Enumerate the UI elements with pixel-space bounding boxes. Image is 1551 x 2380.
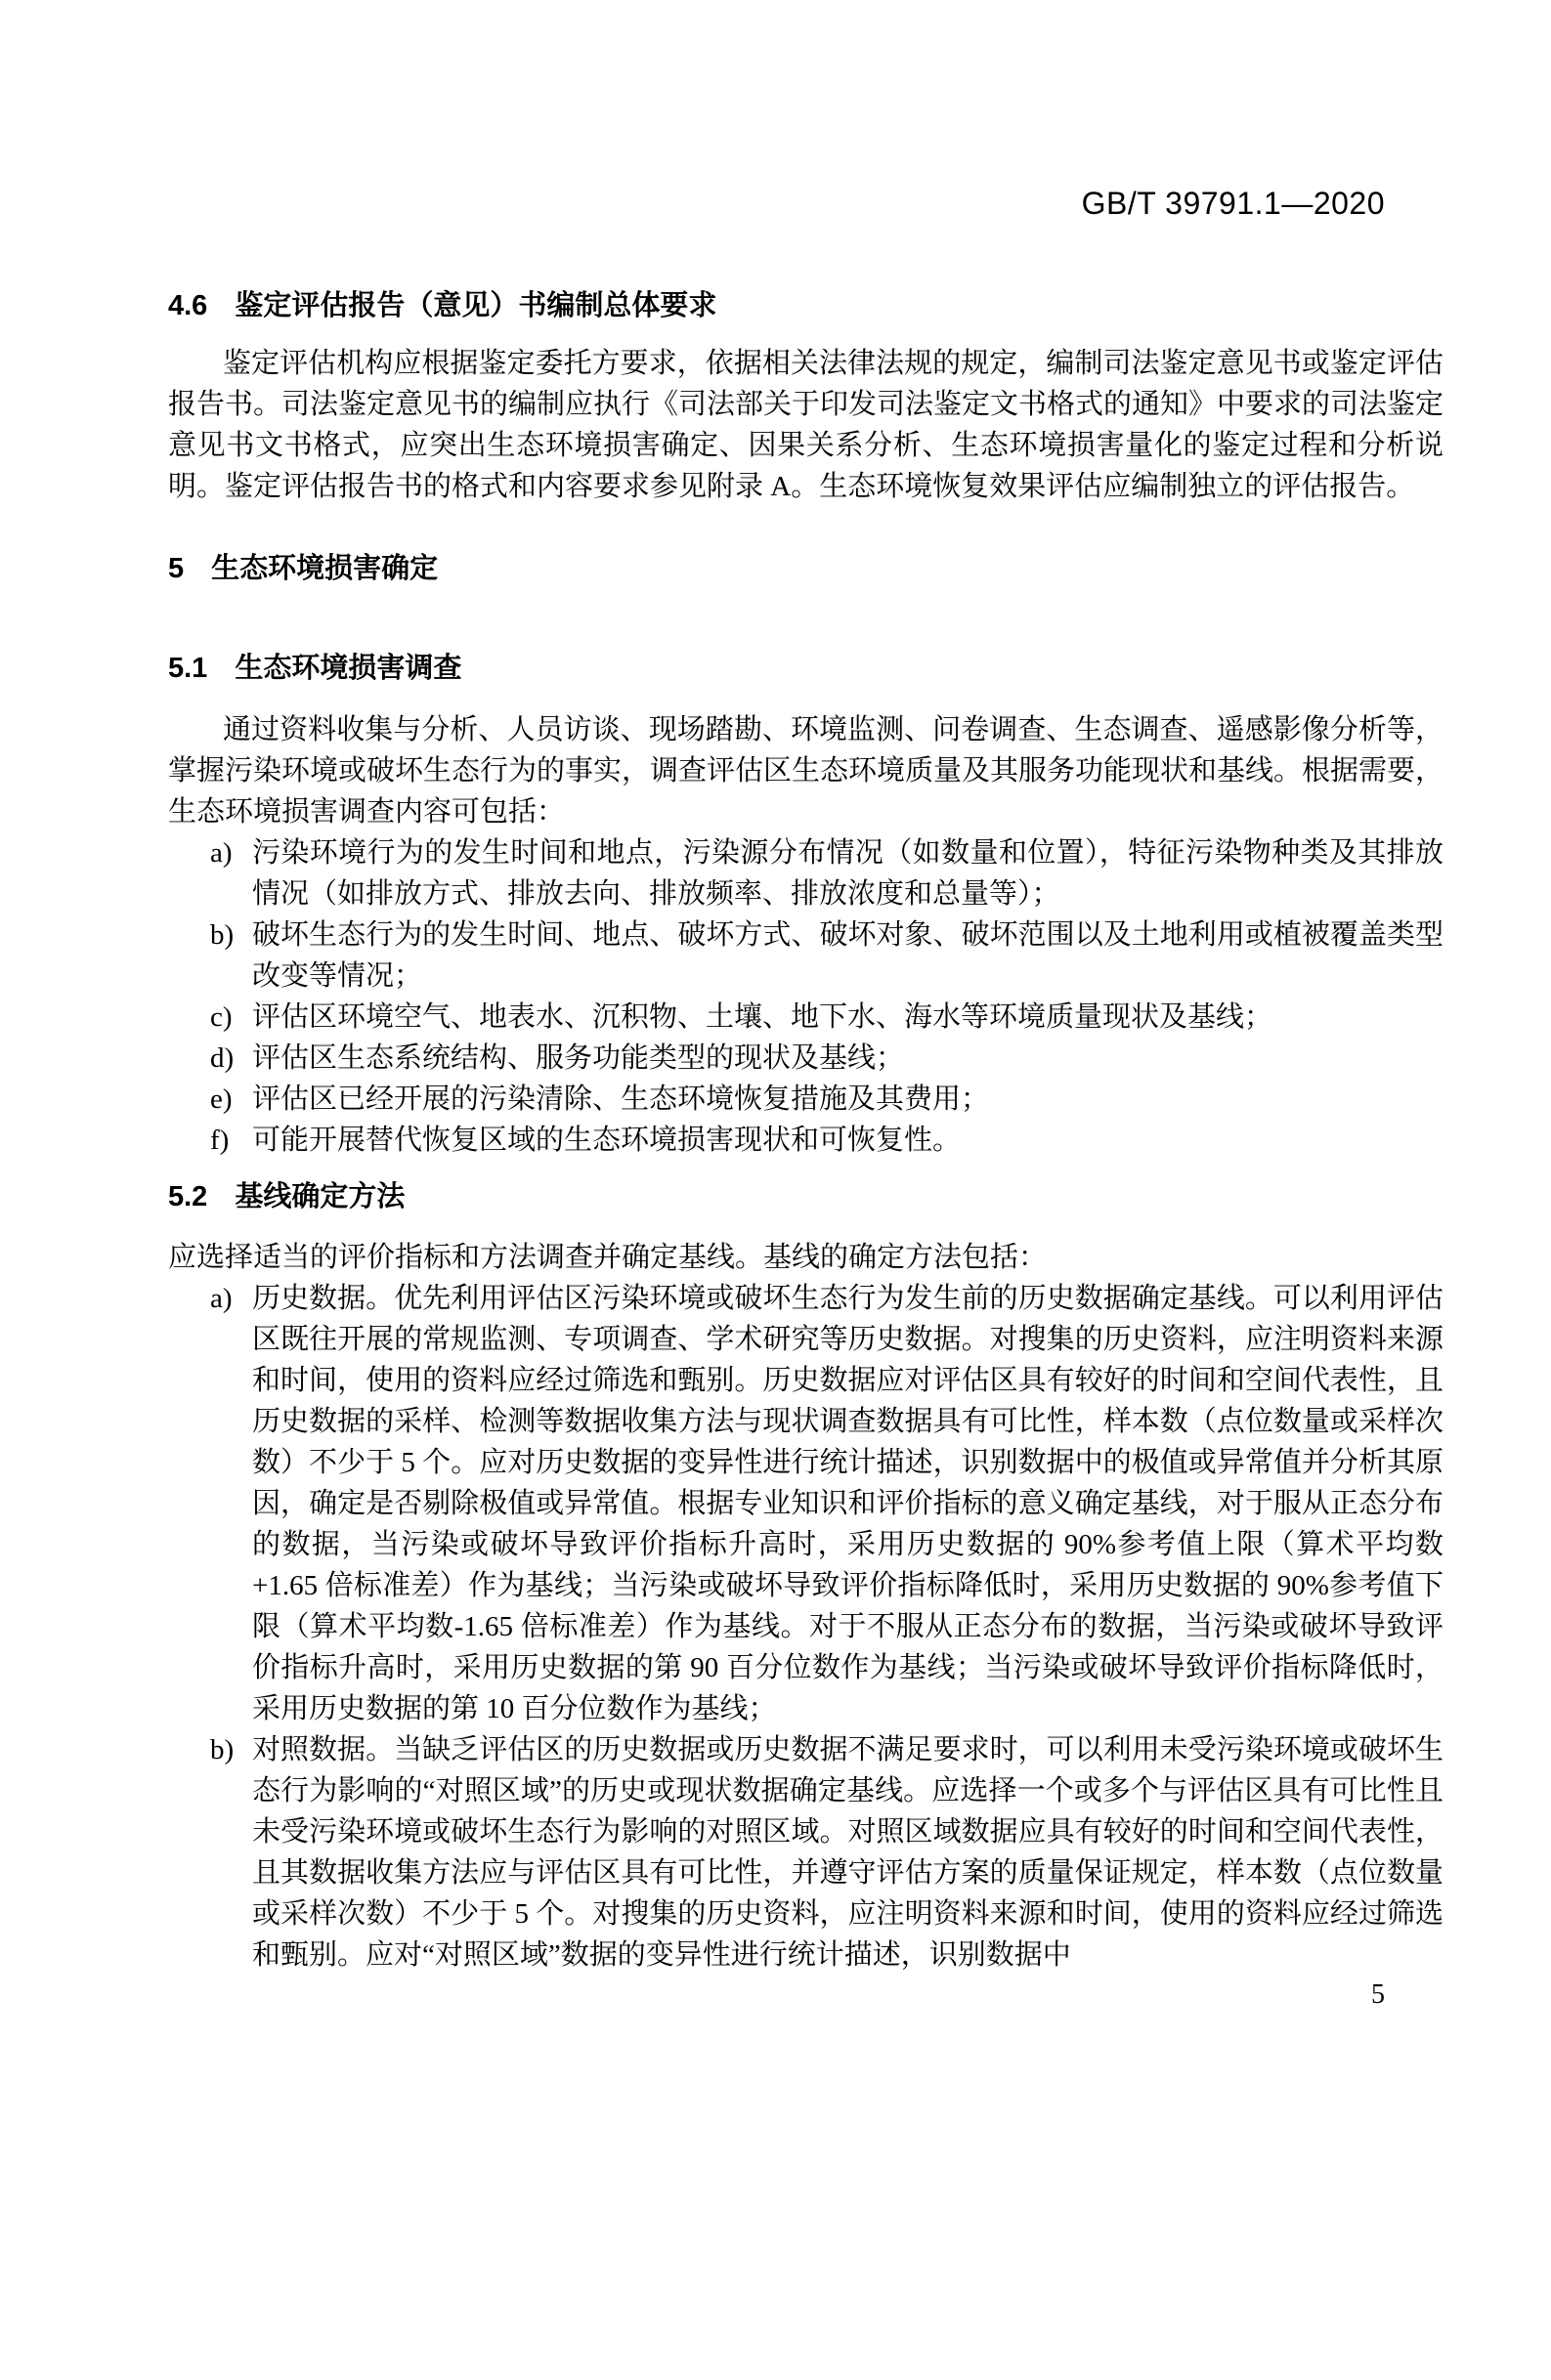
standard-number: GB/T 39791.1—2020 <box>1081 186 1385 221</box>
item-text: 可能开展替代恢复区域的生态环境损害现状和可恢复性。 <box>252 1125 962 1156</box>
item-text: 对照数据。当缺乏评估区的历史数据或历史数据不满足要求时，可以利用未受污染环境或破坏生态行为影响的“对照区域”的历史或现状数据确定基线。应选择一个或多个与评估区具有可比性且未受污染环境或破坏生态行为影响的对照区域。对照区域数据应具有较好的时间和空间代表性，且其数据收集方法应与评估区具有可比性，并遵守评估方案的质量保证规定，样本数（点位数量或采样次数）不少于 5 个。对搜集的历史资料，应注明资料来源和时间，使用的资料应经过筛选和甄别。应对“对照区域”数据的变异性进行统计描述，识别数据中 <box>252 1734 1443 1971</box>
list-5-2 <box>168 1278 1443 1976</box>
clause-number-5: 5 <box>168 553 185 584</box>
list-item <box>168 1038 1443 1079</box>
heading-5-1 <box>168 648 1443 689</box>
page-header <box>168 187 1443 220</box>
item-text: 评估区生态系统结构、服务功能类型的现状及基线； <box>252 1042 905 1074</box>
clause-title-4-6: 鉴定评估报告（意见）书编制总体要求 <box>235 290 717 321</box>
heading-4-6 <box>168 285 1443 326</box>
list-item <box>168 1729 1443 1976</box>
clause-number-4-6: 4.6 <box>168 290 208 321</box>
item-text: 破坏生态行为的发生时间、地点、破坏方式、破坏对象、破坏范围以及土地利用或植被覆盖类型改变等情况； <box>252 919 1443 992</box>
list-item <box>168 1120 1443 1161</box>
item-label-d: d) <box>210 1042 235 1074</box>
clause-title-5: 生态环境损害确定 <box>211 553 439 584</box>
item-label-e: e) <box>210 1084 233 1115</box>
list-5-1 <box>168 832 1443 1161</box>
item-text: 评估区环境空气、地表水、沉积物、土壤、地下水、海水等环境质量现状及基线； <box>252 1001 1273 1033</box>
paragraph-5-1: 通过资料收集与分析、人员访谈、现场踏勘、环境监测、问卷调查、生态调查、遥感影像分析等，掌握污染环境或破坏生态行为的事实，调查评估区生态环境质量及其服务功能现状和基线。根据需要，生态环境损害调查内容可包括： <box>168 714 1444 828</box>
paragraph-4-6: 鉴定评估机构应根据鉴定委托方要求，依据相关法律法规的规定，编制司法鉴定意见书或鉴定评估报告书。司法鉴定意见书的编制应执行《司法部关于印发司法鉴定文书格式的通知》中要求的司法鉴定意见书文书格式，应突出生态环境损害确定、因果关系分析、生态环境损害量化的鉴定过程和分析说明。鉴定评估报告书的格式和内容要求参见附录 A。生态环境恢复效果评估应编制独立的评估报告。 <box>168 348 1444 502</box>
paragraph-5-2: 应选择适当的评价指标和方法调查并确定基线。基线的确定方法包括： <box>168 1242 1048 1273</box>
item-text: 污染环境行为的发生时间和地点，污染源分布情况（如数量和位置），特征污染物种类及其排放情况（如排放方式、排放去向、排放频率、排放浓度和总量等）； <box>252 837 1443 910</box>
item-label-c: c) <box>210 1001 233 1033</box>
item-label-b: b) <box>210 1734 235 1765</box>
item-label-f: f) <box>210 1125 230 1156</box>
list-item <box>168 832 1443 914</box>
item-label-b: b) <box>210 919 235 951</box>
list-item <box>168 1079 1443 1120</box>
item-label-a: a) <box>210 1283 233 1314</box>
clause-number-5-2: 5.2 <box>168 1181 208 1212</box>
heading-5-2 <box>168 1176 1443 1217</box>
clause-title-5-1: 生态环境损害调查 <box>235 653 462 684</box>
list-item <box>168 997 1443 1038</box>
item-label-a: a) <box>210 837 233 869</box>
item-text: 评估区已经开展的污染清除、生态环境恢复措施及其费用； <box>252 1084 990 1115</box>
document-page <box>0 187 1551 2380</box>
heading-5 <box>168 548 1443 589</box>
page-number: 5 <box>1371 1979 1385 2010</box>
clause-number-5-1: 5.1 <box>168 653 208 684</box>
list-item <box>168 914 1443 997</box>
list-item <box>168 1278 1443 1729</box>
item-text: 历史数据。优先利用评估区污染环境或破坏生态行为发生前的历史数据确定基线。可以利用评估区既往开展的常规监测、专项调查、学术研究等历史数据。对搜集的历史资料，应注明资料来源和时间，使用的资料应经过筛选和甄别。历史数据应对评估区具有较好的时间和空间代表性，且历史数据的采样、检测等数据收集方法与现状调查数据具有可比性，样本数（点位数量或采样次数）不少于 5 个。应对历史数据的变异性进行统计描述，识别数据中的极值或异常值并分析其原因，确定是否剔除极值或异常值。根据专业知识和评价指标的意义确定基线，对于服从正态分布的数据，当污染或破坏导致评价指标升高时，采用历史数据的 90%参考值上限（算术平均数+1.65 倍标准差）作为基线；当污染或破坏导致评价指标降低时，采用历史数据的 90%参考值下限（算术平均数-1.65 倍标准差）作为基线。对于不服从正态分布的数据，当污染或破坏导致评价指标升高时，采用历史数据的第 90 百分位数作为基线；当污染或破坏导致评价指标降低时，采用历史数据的第 10 百分位数作为基线； <box>252 1283 1443 1724</box>
clause-title-5-2: 基线确定方法 <box>235 1181 406 1212</box>
